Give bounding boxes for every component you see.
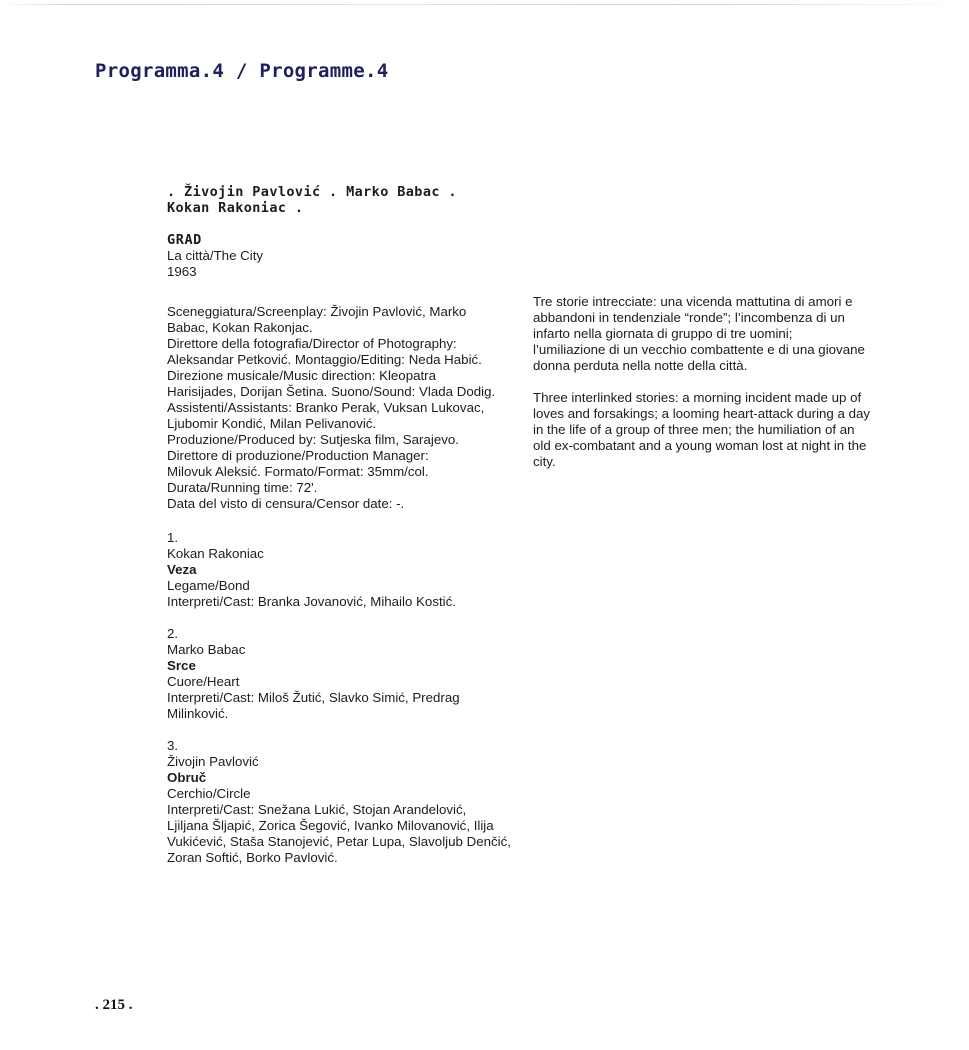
- credit-line: Sceneggiatura/Screenplay: Živojin Pavlović, Marko: [167, 304, 467, 319]
- episode-cast: Ljiljana Šljapić, Zorica Šegović, Ivanko Milovanović, Ilija: [167, 818, 494, 833]
- episode-cast: Interpreti/Cast: Branka Jovanović, Mihailo Kostić.: [167, 594, 456, 609]
- credit-line: Assistenti/Assistants: Branko Perak, Vuksan Lukovac,: [167, 400, 485, 415]
- credit-line: Direzione musicale/Music direction: Kleopatra: [167, 368, 437, 383]
- credit-line: Harisijades, Dorijan Šetina. Suono/Sound: Vlada Dodig.: [167, 384, 496, 399]
- credit-line: Data del visto di censura/Censor date: -.: [167, 496, 405, 511]
- credit-line: Produzione/Produced by: Sutjeska film, Sarajevo.: [167, 432, 459, 447]
- episode-translation: Legame/Bond: [167, 578, 250, 593]
- credit-line: Direttore di produzione/Production Manager:: [167, 448, 429, 463]
- synopsis-line: Tre storie intrecciate: una vicenda mattutina di amori e: [533, 294, 853, 309]
- episode-cast: Interpreti/Cast: Miloš Žutić, Slavko Simić, Predrag: [167, 690, 460, 705]
- episode-title: Srce: [167, 658, 196, 673]
- credit-line: Durata/Running time: 72'.: [167, 480, 318, 495]
- episode-2: [167, 626, 512, 722]
- episode-number: 2.: [167, 626, 179, 641]
- episode-director: Marko Babac: [167, 642, 246, 657]
- episode-number: 1.: [167, 530, 179, 545]
- episode-translation: Cerchio/Circle: [167, 786, 251, 801]
- synopsis-line: l’umiliazione di un vecchio combattente e di una giovane: [533, 342, 865, 357]
- episode-title: Veza: [167, 562, 197, 577]
- episode-title: Obruč: [167, 770, 207, 785]
- credits-block: [167, 304, 512, 512]
- synopsis-line: city.: [533, 454, 556, 469]
- episode-1: [167, 530, 512, 610]
- episode-cast: Milinković.: [167, 706, 229, 721]
- episode-director: Kokan Rakoniac: [167, 546, 264, 561]
- episode-translation: Cuore/Heart: [167, 674, 240, 689]
- page-number: . 215 .: [95, 997, 133, 1013]
- film-heading: [167, 232, 512, 280]
- film-year: 1963: [167, 264, 197, 279]
- synopsis-line: infarto nella giornata di gruppo di tre uomini;: [533, 326, 793, 341]
- page-title: Programma.4 / Programme.4: [95, 60, 389, 82]
- episode-cast: Vukićević, Staša Stanojević, Petar Lupa, Slavoljub Denčić,: [167, 834, 511, 849]
- left-column: [167, 184, 512, 866]
- credit-line: Milovuk Aleksić. Formato/Format: 35mm/col.: [167, 464, 429, 479]
- credit-line: Direttore della fotografia/Director of Photography:: [167, 336, 457, 351]
- episode-number: 3.: [167, 738, 179, 753]
- synopsis-line: donna perduta nella notte della città.: [533, 358, 748, 373]
- synopsis-italian: [533, 294, 883, 374]
- synopsis-line: Three interlinked stories: a morning incident made up of: [533, 390, 862, 405]
- synopsis-line: loves and forsakings; a looming heart-attack during a day: [533, 406, 871, 421]
- episode-director: Živojin Pavlović: [167, 754, 259, 769]
- directors-line: . Živojin Pavlović . Marko Babac . Kokan Rakoniac .: [167, 184, 457, 216]
- synopsis-line: abbandoni in tendenziale “ronde”; l’incombenza di un: [533, 310, 845, 325]
- film-title: GRAD: [167, 232, 202, 248]
- film-subtitle: La città/The City: [167, 248, 264, 263]
- synopsis-english: [533, 390, 883, 470]
- credit-line: Ljubomir Kondić, Milan Pelivanović.: [167, 416, 377, 431]
- episode-cast: Interpreti/Cast: Snežana Lukić, Stojan Arandelović,: [167, 802, 467, 817]
- credit-line: Aleksandar Petković. Montaggio/Editing: Neda Habić.: [167, 352, 482, 367]
- episode-3: [167, 738, 512, 866]
- top-rule: [0, 4, 969, 5]
- synopsis-line: in the life of a group of three men; the humiliation of an: [533, 422, 855, 437]
- synopsis-line: old ex-combatant and a young woman lost at night in the: [533, 438, 867, 453]
- credit-line: Babac, Kokan Rakonjac.: [167, 320, 313, 335]
- right-column: [533, 294, 883, 486]
- episode-cast: Zoran Softić, Borko Pavlović.: [167, 850, 338, 865]
